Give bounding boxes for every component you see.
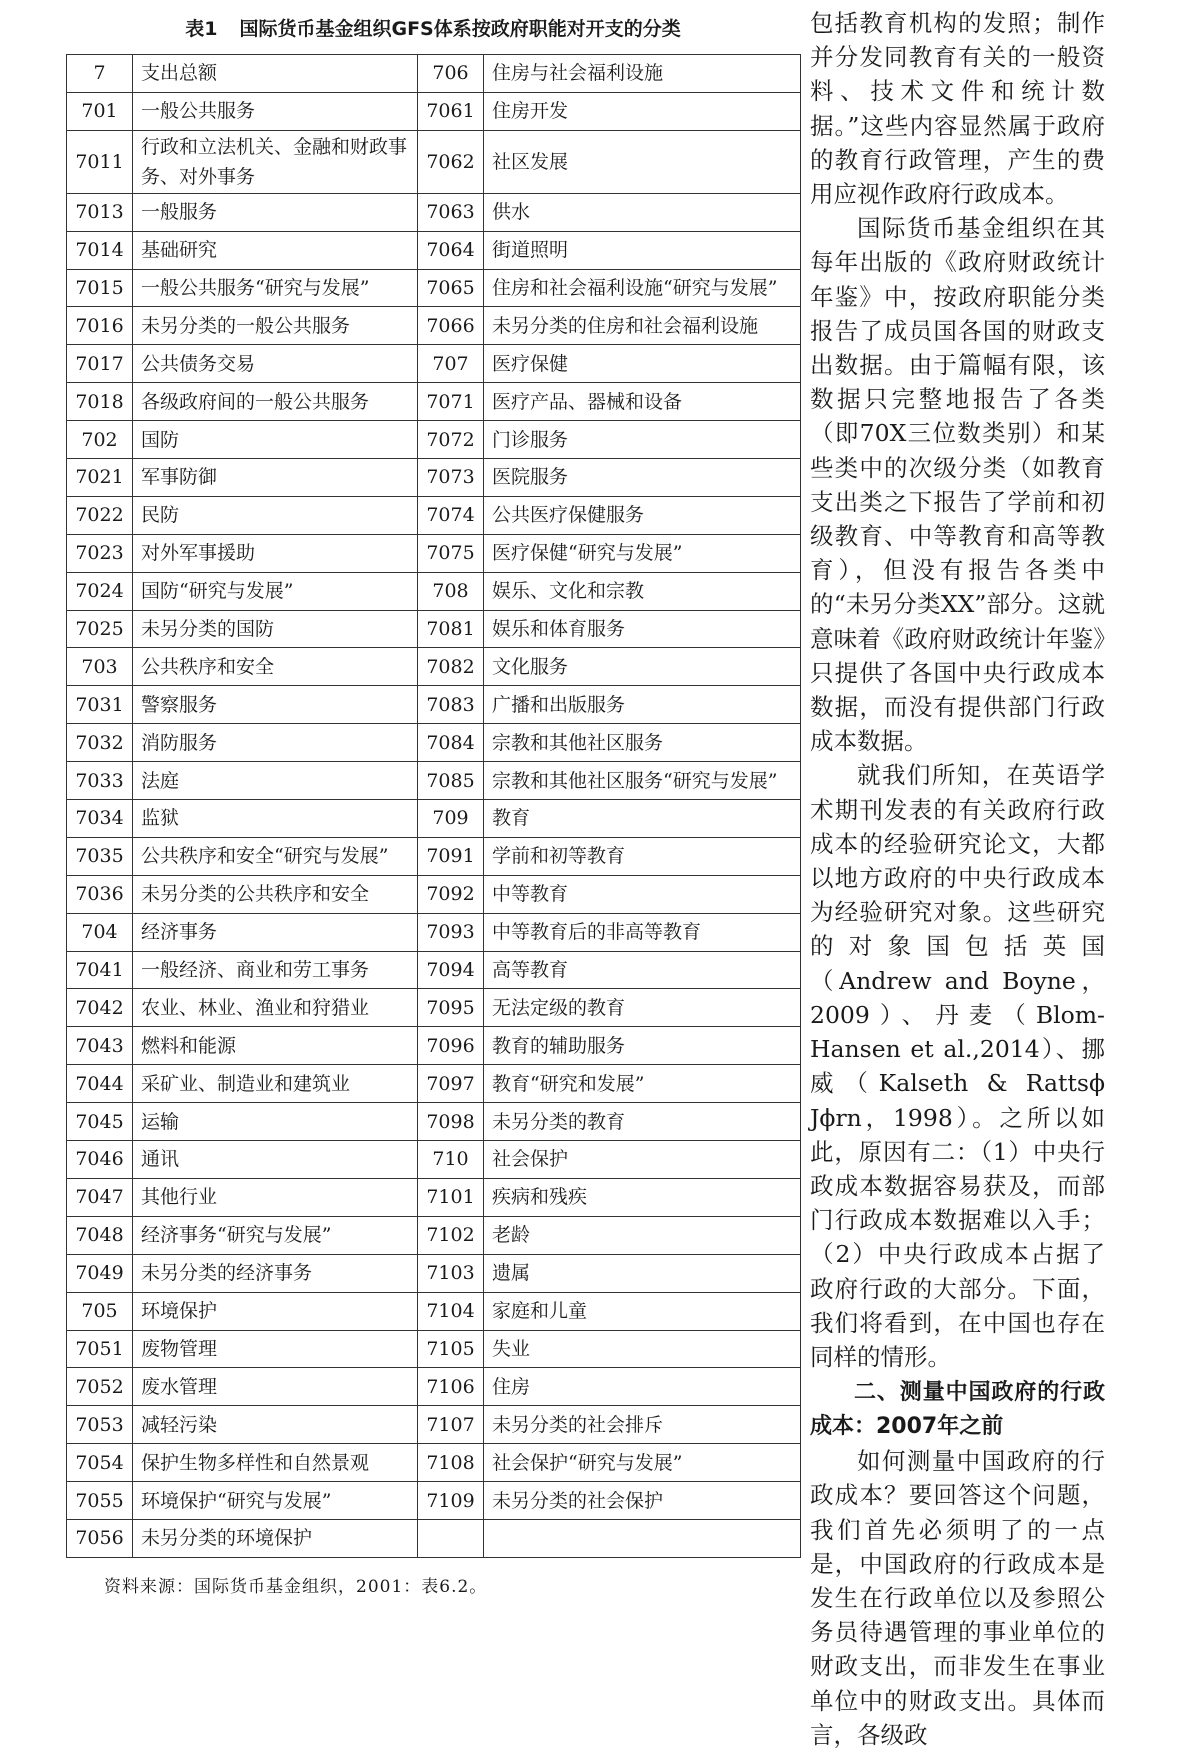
function-name-cell: 宗教和其他社区服务“研究与发展” <box>484 762 801 800</box>
function-name-cell: 社会保护 <box>484 1141 801 1179</box>
function-name-cell: 消防服务 <box>133 724 418 762</box>
function-name-cell: 失业 <box>484 1330 801 1368</box>
function-name-cell: 一般服务 <box>133 193 418 231</box>
function-code-cell: 7013 <box>67 193 133 231</box>
function-name-cell: 减轻污染 <box>133 1406 418 1444</box>
function-name-cell: 监狱 <box>133 800 418 838</box>
function-name-cell: 广播和出版服务 <box>484 686 801 724</box>
function-name-cell: 未另分类的一般公共服务 <box>133 307 418 345</box>
table-row <box>67 459 801 497</box>
function-code-cell: 7049 <box>67 1254 133 1292</box>
function-name-cell: 军事防御 <box>133 459 418 497</box>
function-name-cell: 住房 <box>484 1368 801 1406</box>
function-code-cell: 705 <box>67 1292 133 1330</box>
function-name-cell: 未另分类的社会保护 <box>484 1482 801 1520</box>
function-code-cell: 7094 <box>418 951 484 989</box>
function-code-cell: 7022 <box>67 496 133 534</box>
table-row <box>67 1406 801 1444</box>
function-code-cell: 704 <box>67 913 133 951</box>
function-code-cell: 7093 <box>418 913 484 951</box>
function-code-cell: 7014 <box>67 231 133 269</box>
function-code-cell: 7024 <box>67 572 133 610</box>
function-name-cell: 家庭和儿童 <box>484 1292 801 1330</box>
function-code-cell: 7034 <box>67 800 133 838</box>
table-row <box>67 1292 801 1330</box>
function-name-cell: 采矿业、制造业和建筑业 <box>133 1065 418 1103</box>
function-name-cell: 遗属 <box>484 1254 801 1292</box>
function-name-cell: 环境保护“研究与发展” <box>133 1482 418 1520</box>
function-name-cell: 农业、林业、渔业和狩猎业 <box>133 989 418 1027</box>
function-code-cell: 707 <box>418 345 484 383</box>
function-name-cell: 未另分类的环境保护 <box>133 1519 418 1557</box>
function-code-cell: 7066 <box>418 307 484 345</box>
function-code-cell: 7097 <box>418 1065 484 1103</box>
table-body <box>67 55 801 1558</box>
function-code-cell: 7 <box>67 55 133 93</box>
table-row <box>67 307 801 345</box>
function-name-cell: 一般公共服务 <box>133 92 418 130</box>
function-name-cell: 行政和立法机关、金融和财政事务、对外事务 <box>133 130 418 193</box>
table-row <box>67 610 801 648</box>
function-name-cell: 医院服务 <box>484 459 801 497</box>
function-code-cell: 7096 <box>418 1027 484 1065</box>
function-name-cell: 各级政府间的一般公共服务 <box>133 383 418 421</box>
function-code-cell: 7081 <box>418 610 484 648</box>
table-row <box>67 496 801 534</box>
function-name-cell: 疾病和残疾 <box>484 1178 801 1216</box>
function-code-cell: 7075 <box>418 534 484 572</box>
function-name-cell: 废物管理 <box>133 1330 418 1368</box>
function-name-cell: 通讯 <box>133 1141 418 1179</box>
function-code-cell: 7018 <box>67 383 133 421</box>
function-code-cell: 7106 <box>418 1368 484 1406</box>
function-code-cell: 710 <box>418 1141 484 1179</box>
table-row <box>67 837 801 875</box>
table-row <box>67 1254 801 1292</box>
table-row <box>67 800 801 838</box>
table-row <box>67 1103 801 1141</box>
function-code-cell: 7032 <box>67 724 133 762</box>
table-source-note: 资料来源：国际货币基金组织，2001：表6.2。 <box>104 1577 488 1597</box>
table-number: 表1 <box>185 18 218 40</box>
function-name-cell: 燃料和能源 <box>133 1027 418 1065</box>
function-code-cell: 7055 <box>67 1482 133 1520</box>
table-row <box>67 130 801 193</box>
table-row <box>67 1216 801 1254</box>
function-code-cell: 7015 <box>67 269 133 307</box>
function-code-cell: 701 <box>67 92 133 130</box>
function-name-cell: 未另分类的国防 <box>133 610 418 648</box>
function-name-cell: 经济事务“研究与发展” <box>133 1216 418 1254</box>
table-row <box>67 269 801 307</box>
function-code-cell: 7102 <box>418 1216 484 1254</box>
function-code-cell: 7051 <box>67 1330 133 1368</box>
table-row <box>67 193 801 231</box>
function-code-cell: 7101 <box>418 1178 484 1216</box>
function-code-cell: 7091 <box>418 837 484 875</box>
function-name-cell: 教育“研究和发展” <box>484 1065 801 1103</box>
function-name-cell: 警察服务 <box>133 686 418 724</box>
function-code-cell: 7082 <box>418 648 484 686</box>
function-name-cell: 娱乐和体育服务 <box>484 610 801 648</box>
function-code-cell: 7063 <box>418 193 484 231</box>
function-code-cell: 7025 <box>67 610 133 648</box>
table-row <box>67 1065 801 1103</box>
function-name-cell: 法庭 <box>133 762 418 800</box>
function-name-cell: 住房开发 <box>484 92 801 130</box>
function-code-cell <box>418 1519 484 1557</box>
table-title: 国际货币基金组织GFS体系按政府职能对开支的分类 <box>239 18 681 40</box>
function-code-cell: 706 <box>418 55 484 93</box>
function-name-cell: 住房与社会福利设施 <box>484 55 801 93</box>
function-name-cell: 教育 <box>484 800 801 838</box>
function-name-cell: 中等教育后的非高等教育 <box>484 913 801 951</box>
table-row <box>67 724 801 762</box>
paragraph: 包括教育机构的发照；制作并分发同教育有关的一般资料、技术文件和统计数据。”这些内容显然属于政府的教育行政管理，产生的费用应视作政府行政成本。 <box>810 9 1105 209</box>
function-name-cell: 其他行业 <box>133 1178 418 1216</box>
function-name-cell: 未另分类的社会排斥 <box>484 1406 801 1444</box>
table-row <box>67 231 801 269</box>
function-name-cell <box>484 1519 801 1557</box>
table-row <box>67 951 801 989</box>
function-name-cell: 街道照明 <box>484 231 801 269</box>
table-row <box>67 1444 801 1482</box>
function-name-cell: 支出总额 <box>133 55 418 93</box>
function-code-cell: 7056 <box>67 1519 133 1557</box>
section-heading: 二、测量中国政府的行政成本：2007年之前 <box>810 1380 1105 1440</box>
function-code-cell: 7105 <box>418 1330 484 1368</box>
function-code-cell: 7107 <box>418 1406 484 1444</box>
table-row <box>67 1141 801 1179</box>
table-row <box>67 686 801 724</box>
function-code-cell: 7016 <box>67 307 133 345</box>
function-code-cell: 7033 <box>67 762 133 800</box>
function-name-cell: 环境保护 <box>133 1292 418 1330</box>
function-name-cell: 医疗产品、器械和设备 <box>484 383 801 421</box>
table-row <box>67 92 801 130</box>
function-code-cell: 7064 <box>418 231 484 269</box>
function-name-cell: 门诊服务 <box>484 421 801 459</box>
paragraph: 如何测量中国政府的行政成本？要回答这个问题，我们首先必须明了的一点是，中国政府的行政成本是发生在行政单位以及参照公务员待遇管理的事业单位的财政支出，而非发生在事业单位中的财政支出。具体而言，各级政 <box>810 1447 1105 1749</box>
function-code-cell: 7073 <box>418 459 484 497</box>
function-name-cell: 公共秩序和安全 <box>133 648 418 686</box>
function-code-cell: 7021 <box>67 459 133 497</box>
function-code-cell: 7047 <box>67 1178 133 1216</box>
function-code-cell: 7103 <box>418 1254 484 1292</box>
table-row <box>67 421 801 459</box>
table-row <box>67 762 801 800</box>
function-code-cell: 7109 <box>418 1482 484 1520</box>
table-row <box>67 1178 801 1216</box>
function-code-cell: 7043 <box>67 1027 133 1065</box>
function-code-cell: 708 <box>418 572 484 610</box>
function-code-cell: 7035 <box>67 837 133 875</box>
table-row <box>67 989 801 1027</box>
table-row <box>67 1027 801 1065</box>
function-code-cell: 7104 <box>418 1292 484 1330</box>
body-text-column <box>810 6 1105 1752</box>
function-code-cell: 7036 <box>67 875 133 913</box>
function-name-cell: 未另分类的经济事务 <box>133 1254 418 1292</box>
function-code-cell: 702 <box>67 421 133 459</box>
function-name-cell: 供水 <box>484 193 801 231</box>
table-row <box>67 572 801 610</box>
table-row <box>67 55 801 93</box>
function-name-cell: 宗教和其他社区服务 <box>484 724 801 762</box>
paragraph: 就我们所知，在英语学术期刊发表的有关政府行政成本的经验研究论文，大都以地方政府的中央行政成本为经验研究对象。这些研究的对象国包括英国（Andrew and Boyne，2009）、丹麦（Blom-Hansen et al.,2014）、挪威（Kalseth & Rattsϕ Jϕrn，1998）。之所以如此，原因有二：（1）中央行政成本数据容易获及，而部门行政成本数据难以入手；（2）中央行政成本占据了政府行政的大部分。下面，我们将看到，在中国也存在同样的情形。 <box>810 761 1105 1371</box>
function-name-cell: 文化服务 <box>484 648 801 686</box>
table-row <box>67 648 801 686</box>
function-code-cell: 7045 <box>67 1103 133 1141</box>
table-caption <box>66 14 800 41</box>
gfs-classification-table <box>66 54 801 1558</box>
function-name-cell: 民防 <box>133 496 418 534</box>
function-name-cell: 医疗保健 <box>484 345 801 383</box>
function-name-cell: 无法定级的教育 <box>484 989 801 1027</box>
table-row <box>67 1368 801 1406</box>
function-code-cell: 7062 <box>418 130 484 193</box>
function-name-cell: 医疗保健“研究与发展” <box>484 534 801 572</box>
function-code-cell: 7044 <box>67 1065 133 1103</box>
function-name-cell: 一般经济、商业和劳工事务 <box>133 951 418 989</box>
function-code-cell: 7061 <box>418 92 484 130</box>
function-name-cell: 中等教育 <box>484 875 801 913</box>
function-code-cell: 7053 <box>67 1406 133 1444</box>
table-row <box>67 1482 801 1520</box>
function-name-cell: 娱乐、文化和宗教 <box>484 572 801 610</box>
function-name-cell: 教育的辅助服务 <box>484 1027 801 1065</box>
function-name-cell: 高等教育 <box>484 951 801 989</box>
function-code-cell: 7017 <box>67 345 133 383</box>
function-code-cell: 7098 <box>418 1103 484 1141</box>
function-name-cell: 老龄 <box>484 1216 801 1254</box>
function-code-cell: 7041 <box>67 951 133 989</box>
function-code-cell: 7083 <box>418 686 484 724</box>
function-name-cell: 公共债务交易 <box>133 345 418 383</box>
function-code-cell: 703 <box>67 648 133 686</box>
function-code-cell: 7046 <box>67 1141 133 1179</box>
function-name-cell: 经济事务 <box>133 913 418 951</box>
function-name-cell: 国防“研究与发展” <box>133 572 418 610</box>
function-name-cell: 学前和初等教育 <box>484 837 801 875</box>
function-name-cell: 运输 <box>133 1103 418 1141</box>
table-row <box>67 383 801 421</box>
table-row <box>67 345 801 383</box>
function-code-cell: 7031 <box>67 686 133 724</box>
function-code-cell: 7054 <box>67 1444 133 1482</box>
function-name-cell: 未另分类的公共秩序和安全 <box>133 875 418 913</box>
function-code-cell: 7095 <box>418 989 484 1027</box>
function-code-cell: 7072 <box>418 421 484 459</box>
function-name-cell: 保护生物多样性和自然景观 <box>133 1444 418 1482</box>
table-row <box>67 1330 801 1368</box>
function-name-cell: 国防 <box>133 421 418 459</box>
function-code-cell: 7108 <box>418 1444 484 1482</box>
function-code-cell: 7071 <box>418 383 484 421</box>
table-row <box>67 913 801 951</box>
paragraph: 国际货币基金组织在其每年出版的《政府财政统计年鉴》中，按政府职能分类报告了成员国各国的财政支出数据。由于篇幅有限，该数据只完整地报告了各类（即70X三位数类别）和某些类中的次级分类（如教育支出类之下报告了学前和初级教育、中等教育和高等教育），但没有报告各类中的“未另分类XX”部分。这就意味着《政府财政统计年鉴》只提供了各国中央行政成本数据，而没有提供部门行政成本数据。 <box>810 214 1105 756</box>
function-name-cell: 一般公共服务“研究与发展” <box>133 269 418 307</box>
function-code-cell: 7065 <box>418 269 484 307</box>
function-code-cell: 7011 <box>67 130 133 193</box>
function-name-cell: 社区发展 <box>484 130 801 193</box>
function-code-cell: 7048 <box>67 1216 133 1254</box>
table-row <box>67 534 801 572</box>
function-code-cell: 709 <box>418 800 484 838</box>
table-row <box>67 875 801 913</box>
function-code-cell: 7023 <box>67 534 133 572</box>
function-name-cell: 社会保护“研究与发展” <box>484 1444 801 1482</box>
function-code-cell: 7074 <box>418 496 484 534</box>
function-code-cell: 7085 <box>418 762 484 800</box>
function-code-cell: 7084 <box>418 724 484 762</box>
function-code-cell: 7052 <box>67 1368 133 1406</box>
function-name-cell: 基础研究 <box>133 231 418 269</box>
function-name-cell: 废水管理 <box>133 1368 418 1406</box>
function-name-cell: 未另分类的教育 <box>484 1103 801 1141</box>
function-name-cell: 对外军事援助 <box>133 534 418 572</box>
function-name-cell: 住房和社会福利设施“研究与发展” <box>484 269 801 307</box>
function-name-cell: 公共秩序和安全“研究与发展” <box>133 837 418 875</box>
function-code-cell: 7042 <box>67 989 133 1027</box>
function-code-cell: 7092 <box>418 875 484 913</box>
function-name-cell: 未另分类的住房和社会福利设施 <box>484 307 801 345</box>
table-row <box>67 1519 801 1557</box>
function-name-cell: 公共医疗保健服务 <box>484 496 801 534</box>
